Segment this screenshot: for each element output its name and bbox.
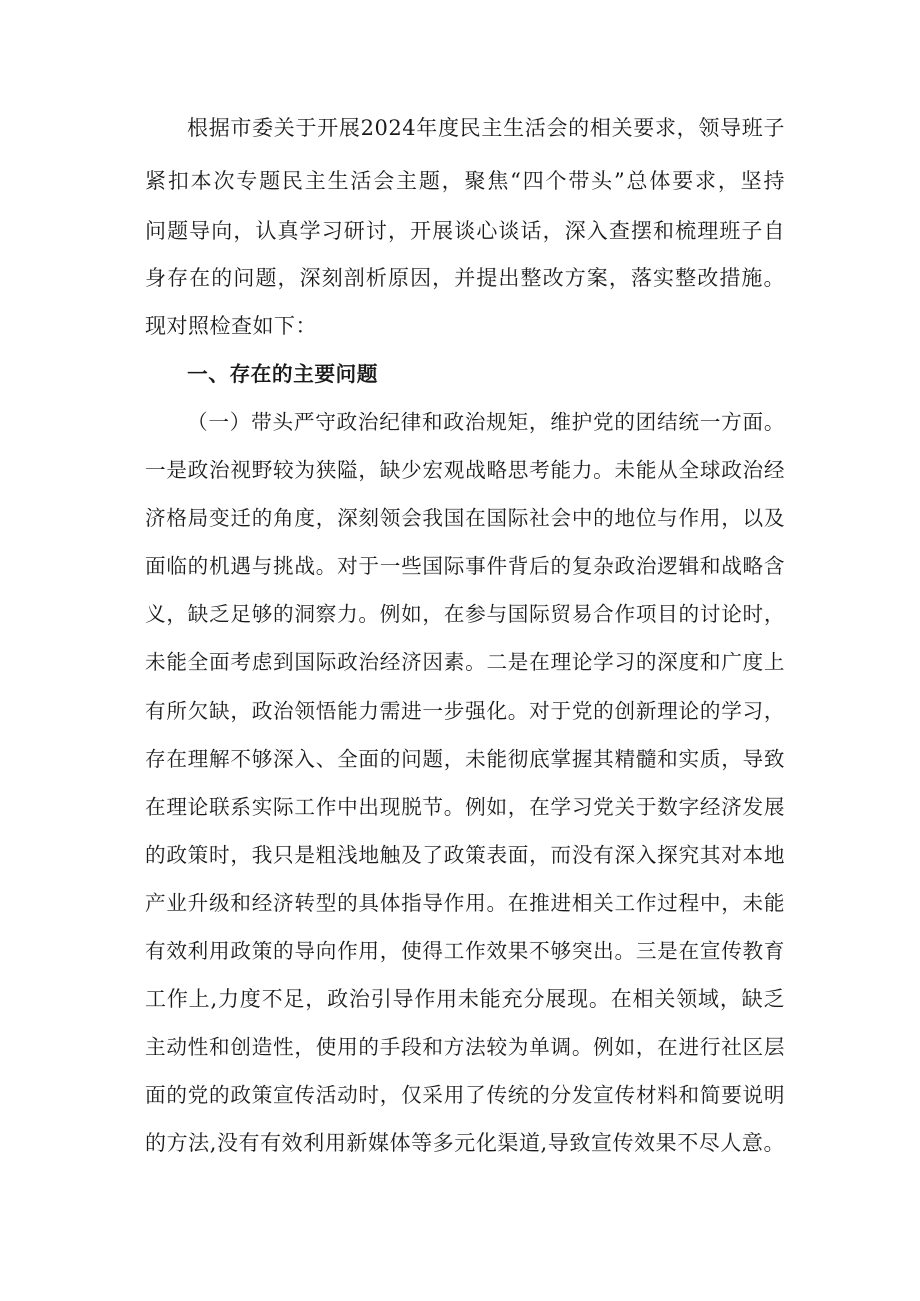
text-line: 有效利用政策的导向作用，使得工作效果不够突出。三是在宣传教育 [145,939,785,963]
text-line: 工作上,力度不足，政治引导作用未能充分展现。在相关领域，缺乏 [145,987,785,1011]
text-line: 未能全面考虑到国际政治经济因素。二是在理论学习的深度和广度上 [145,650,785,674]
text-line: 一是政治视野较为狭隘，缺少宏观战略思考能力。未能从全球政治经 [145,458,785,482]
text-line: 身存在的问题，深刻剖析原因，并提出整改方案，落实整改措施。 [145,266,785,290]
text-line: 的政策时，我只是粗浅地触及了政策表面，而没有深入探究其对本地 [145,843,785,867]
text-line: （一）带头严守政治纪律和政治规矩，维护党的团结统一方面。 [187,410,785,434]
text-line: 产业升级和经济转型的具体指导作用。在推进相关工作过程中，未能 [145,891,785,915]
text-line: 面临的机遇与挑战。对于一些国际事件背后的复杂政治逻辑和战略含 [145,554,785,578]
text-line: 存在理解不够深入、全面的问题，未能彻底掌握其精髓和实质，导致 [145,747,785,771]
text-line: 紧扣本次专题民主生活会主题，聚焦“四个带头”总体要求，坚持 [145,169,785,193]
text-line: 在理论联系实际工作中出现脱节。例如，在学习党关于数字经济发展 [145,795,785,819]
text-line: 主动性和创造性，使用的手段和方法较为单调。例如，在进行社区层 [145,1035,785,1059]
text-line: 济格局变迁的角度，深刻领会我国在国际社会中的地位与作用，以及 [145,506,785,530]
section-heading: 一、存在的主要问题 [187,362,378,386]
text-line: 问题导向，认真学习研讨，开展谈心谈话，深入查摆和梳理班子自 [145,219,785,243]
text-line: 现对照检查如下： [145,314,317,338]
text-line: 的方法,没有有效利用新媒体等多元化渠道,导致宣传效果不尽人意。 [145,1131,785,1155]
text-line: 义，缺乏足够的洞察力。例如，在参与国际贸易合作项目的讨论时， [145,602,785,626]
text-line: 有所欠缺，政治领悟能力需进一步强化。对于党的创新理论的学习， [145,699,785,723]
text-line: 面的党的政策宣传活动时，仅采用了传统的分发宣传材料和简要说明 [145,1083,785,1107]
text-line: 根据市委关于开展2024年度民主生活会的相关要求，领导班子 [187,116,785,140]
